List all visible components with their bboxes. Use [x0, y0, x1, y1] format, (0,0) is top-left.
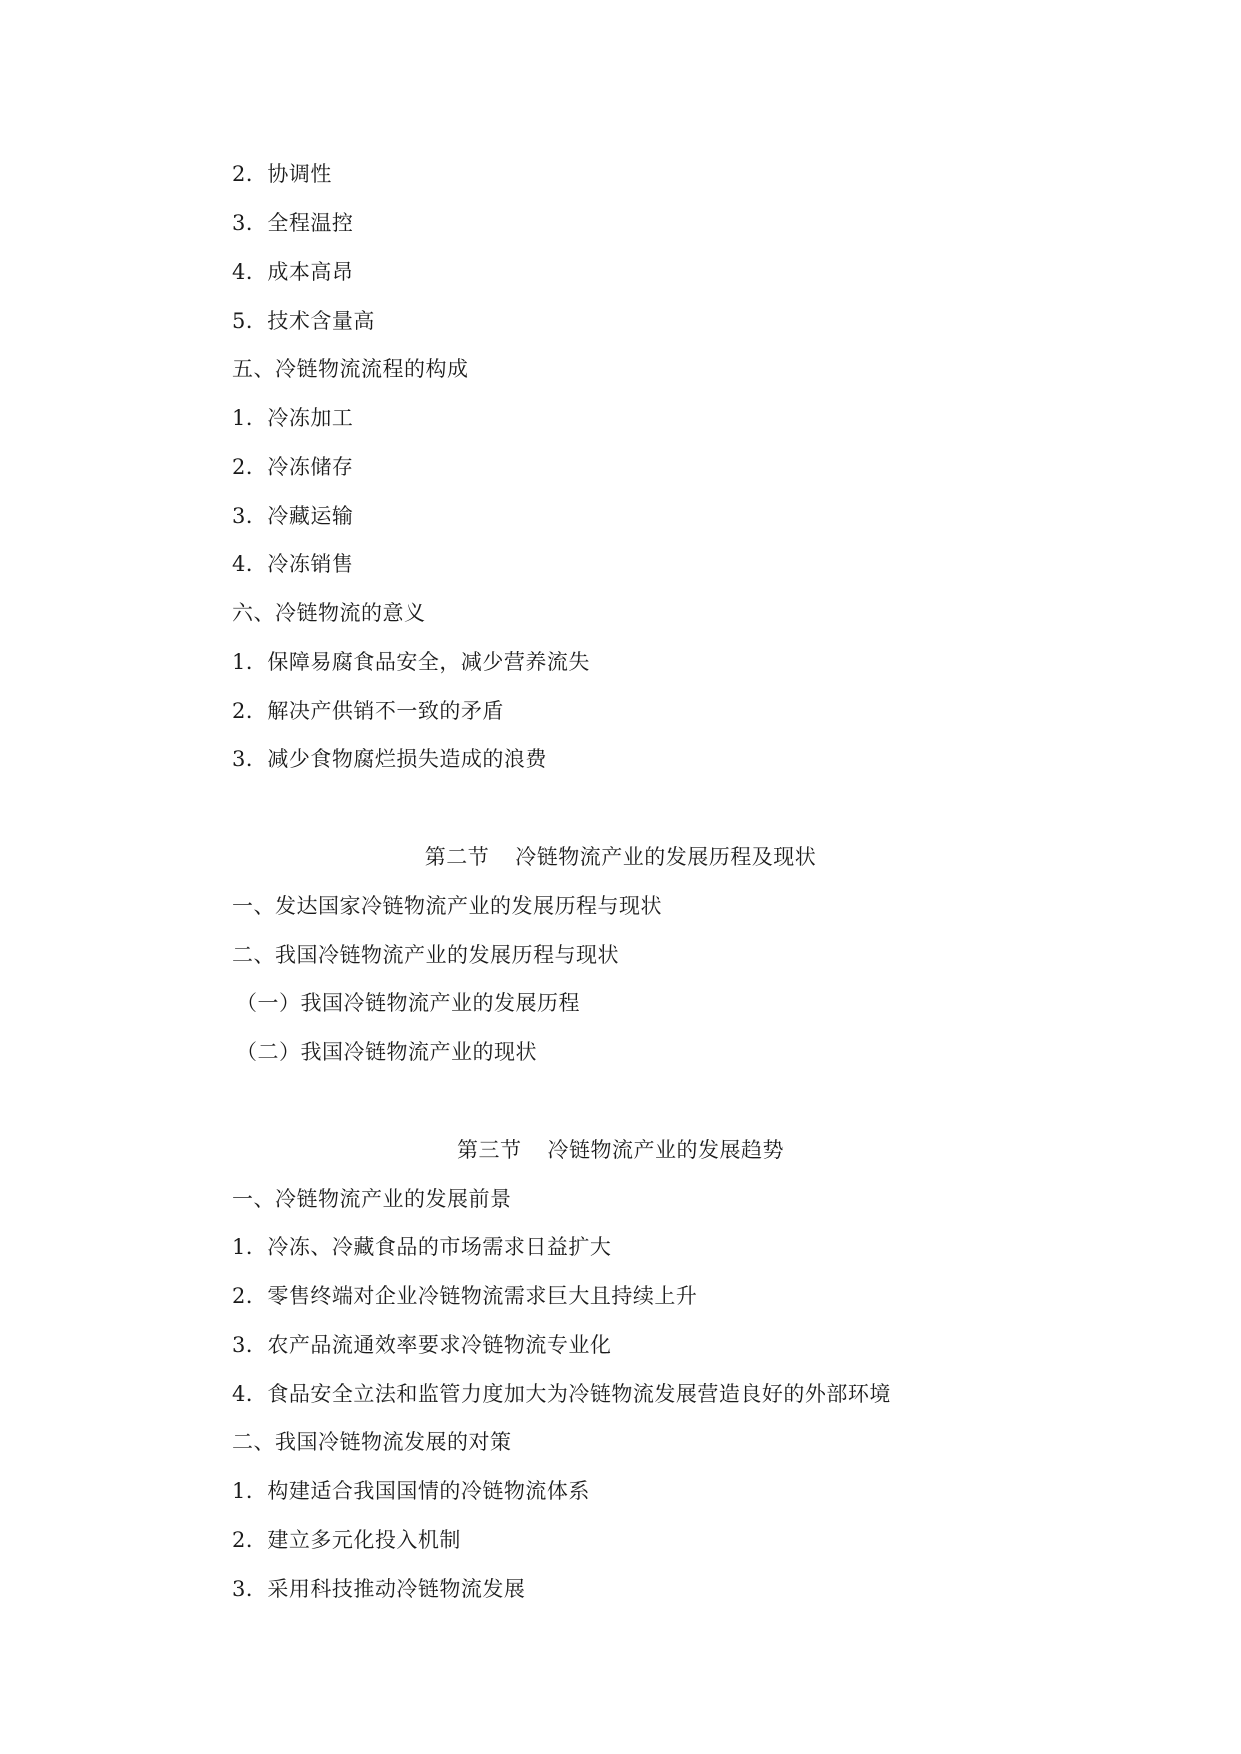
subsection-history: （一）我国冷链物流产业的发展历程 [236, 991, 580, 1015]
section-heading-significance: 六、冷链物流的意义 [232, 601, 426, 625]
chapter-section-2-heading [0, 844, 1241, 870]
section-number: 第三节 [457, 1138, 522, 1162]
list-item-frozen-sales: 4．冷冻销售 [232, 552, 354, 576]
list-item-frozen-storage: 2．冷冻储存 [232, 455, 354, 479]
section-heading-countermeasures: 二、我国冷链物流发展的对策 [232, 1430, 512, 1454]
list-item-food-safety-legislation: 4．食品安全立法和监管力度加大为冷链物流发展营造良好的外部环境 [232, 1382, 891, 1406]
section-heading-developed-countries: 一、发达国家冷链物流产业的发展历程与现状 [232, 894, 662, 918]
list-item-reduce-waste: 3．减少食物腐烂损失造成的浪费 [232, 747, 547, 771]
list-item-investment-mechanism: 2．建立多元化投入机制 [232, 1528, 461, 1552]
list-item-refrigerated-transport: 3．冷藏运输 [232, 504, 354, 528]
list-item-build-system: 1．构建适合我国国情的冷链物流体系 [232, 1479, 590, 1503]
list-item-technology: 3．采用科技推动冷链物流发展 [232, 1577, 526, 1601]
list-item-agri-efficiency: 3．农产品流通效率要求冷链物流专业化 [232, 1333, 612, 1357]
list-item-retail-demand: 2．零售终端对企业冷链物流需求巨大且持续上升 [232, 1284, 698, 1308]
section-heading-china: 二、我国冷链物流产业的发展历程与现状 [232, 943, 619, 967]
section-number: 第二节 [424, 845, 490, 869]
list-item-food-safety: 1．保障易腐食品安全，减少营养流失 [232, 650, 590, 674]
section-title: 冷链物流产业的发展趋势 [547, 1138, 784, 1162]
list-item-high-tech: 5．技术含量高 [232, 309, 375, 333]
section-heading-prospects: 一、冷链物流产业的发展前景 [232, 1187, 512, 1211]
list-item-coordination: 2．协调性 [232, 162, 332, 186]
section-heading-process: 五、冷链物流流程的构成 [232, 357, 469, 381]
list-item-temperature-control: 3．全程温控 [232, 211, 354, 235]
list-item-market-demand: 1．冷冻、冷藏食品的市场需求日益扩大 [232, 1235, 612, 1259]
list-item-freezing-processing: 1．冷冻加工 [232, 406, 354, 430]
section-title: 冷链物流产业的发展历程及现状 [515, 845, 817, 869]
chapter-section-3-heading [0, 1137, 1241, 1163]
list-item-high-cost: 4．成本高昂 [232, 260, 354, 284]
subsection-current-status: （二）我国冷链物流产业的现状 [236, 1040, 537, 1064]
list-item-supply-demand: 2．解决产供销不一致的矛盾 [232, 699, 504, 723]
